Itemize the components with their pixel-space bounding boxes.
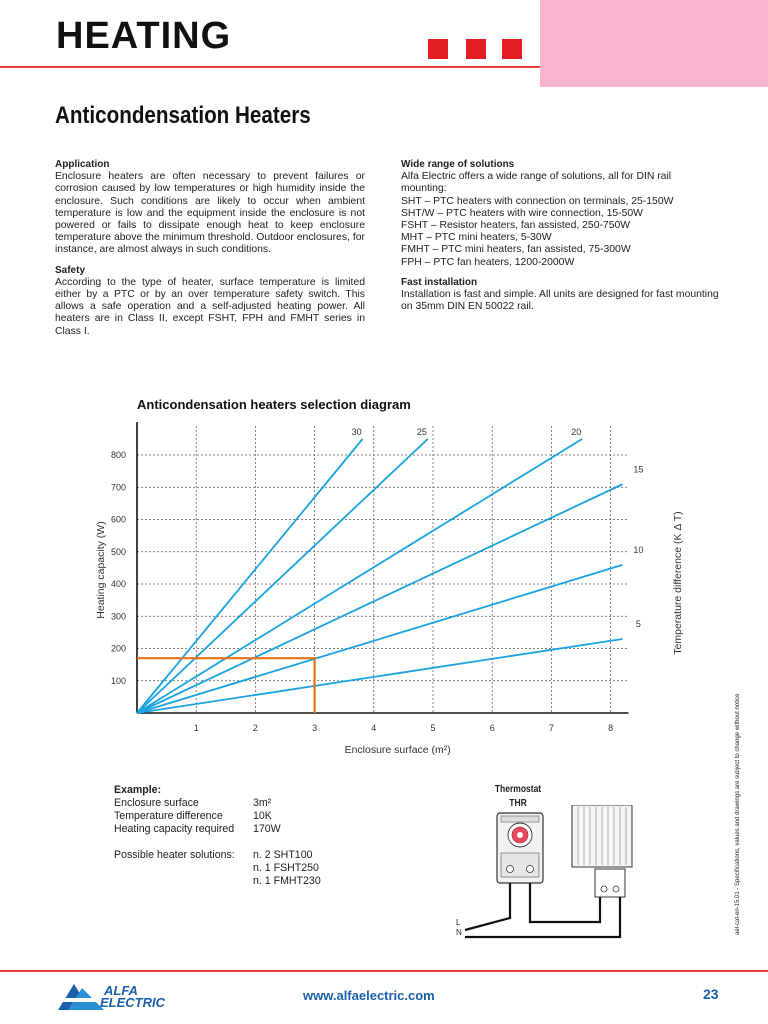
x-axis-label: Enclosure surface (m²) [344, 744, 451, 756]
footer-url-link[interactable]: www.alfaelectric.com [303, 988, 435, 1003]
side-note [735, 693, 745, 935]
y-tick-label: 400 [110, 579, 126, 589]
x-tick-label: 6 [489, 723, 495, 733]
x-tick-label: 5 [430, 723, 436, 733]
series-line-20 [137, 439, 582, 713]
side-note-text: ael-cat-en-15.01 - Specifications, values and drawings are subject to change without notice [735, 693, 741, 935]
series-label: 30 [351, 426, 362, 437]
page-title: Anticondensation Heaters [55, 102, 311, 129]
series-label: 5 [635, 618, 641, 629]
series-label: 15 [633, 464, 644, 475]
solution-item: SHT – PTC heaters with connection on terminals, 25-150W [401, 195, 674, 207]
example-title: Example: [114, 784, 162, 796]
x-tick-label: 4 [371, 723, 377, 733]
series-label: 25 [416, 426, 427, 437]
series-line-10 [137, 565, 622, 713]
y-tick-label: 800 [110, 450, 126, 460]
x-tick-label: 8 [608, 723, 614, 733]
y-axis-label: Heating capacity (W) [95, 521, 107, 619]
chart-title: Anticondensation heaters selection diagram [137, 397, 411, 412]
solutions-heading: Wide range of solutions [401, 159, 515, 170]
series-line-30 [137, 439, 363, 713]
alfa-logo-icon [56, 982, 106, 1012]
series-line-25 [137, 439, 428, 713]
y-tick-label: 300 [110, 611, 126, 622]
solution-item: MHT – PTC mini heaters, 5-30W [401, 232, 552, 244]
series-line-5 [137, 639, 622, 713]
solution-item: FSHT – Resistor heaters, fan assisted, 250-750W [401, 220, 631, 232]
x-tick-label: 1 [193, 723, 199, 733]
example-row-label: Enclosure surface [114, 797, 199, 809]
section-title: HEATING [56, 15, 232, 57]
application-text: Enclosure heaters are often necessary to prevent failures or corrosion caused by low temperatures or high humidity inside the enclosure. Such conditions are likely to occur when ambient temperature is low and the equipment inside the enclosure is not powered or fails to dissipate enough heat to keep enclosure temperature above the minimum threshold. Outdoor enclosures, for instance, are almost always in such conditions. [55, 171, 365, 256]
thermostat-icon [497, 813, 543, 883]
footer-divider [0, 970, 768, 972]
example-row-label: Heating capacity required [114, 823, 235, 835]
page-number: 23 [703, 986, 719, 1002]
example-solution: n. 1 FSHT250 [253, 862, 319, 874]
y2-axis-label: Temperature difference (K Δ T) [672, 511, 684, 655]
application-heading: Application [55, 159, 110, 170]
line-n-label: N [456, 928, 462, 937]
safety-heading: Safety [55, 264, 86, 276]
x-tick-label: 3 [312, 723, 318, 733]
example-solution: n. 1 FMHT230 [253, 875, 321, 887]
example-row-label: Temperature difference [114, 810, 223, 822]
solutions-label: Possible heater solutions: [114, 849, 235, 861]
example-row-value: 10K [253, 810, 272, 822]
series-label: 20 [571, 426, 582, 437]
wiring-diagram [440, 805, 640, 940]
install-heading: Fast installation [401, 276, 478, 288]
logo-text-electric: ELECTRIC [100, 995, 165, 1010]
y-tick-label: 200 [110, 643, 126, 654]
solutions-intro: Alfa Electric offers a wide range of solutions, all for DIN rail mounting: [401, 171, 672, 195]
example-solution: n. 2 SHT100 [253, 849, 313, 861]
heater-icon [572, 805, 632, 897]
example-row-value: 170W [253, 823, 281, 835]
example-row-value: 3m² [253, 797, 272, 809]
install-text: Installation is fast and simple. All units are designed for fast mounting on 35mm DIN EN 50022 rail. [401, 289, 719, 313]
y-tick-label: 100 [110, 675, 126, 686]
series-label: 10 [633, 544, 644, 555]
series-line-15 [137, 484, 622, 713]
x-tick-label: 2 [252, 723, 258, 733]
solution-item: FMHT – PTC mini heaters, fan assisted, 75-300W [401, 244, 631, 256]
y-tick-label: 600 [110, 514, 126, 525]
x-tick-label: 7 [548, 723, 554, 733]
logo-text-alfa: ALFA [104, 983, 138, 998]
y-tick-label: 700 [110, 482, 126, 493]
safety-text: According to the type of heater, surface temperature is limited either by a PTC or by an over temperature safety switch. This allows a safe operation and a self-adjusted heating power. All heaters are in Class II, except FSHT, FPH and FMHT series in Class I. [55, 276, 365, 337]
y-tick-label: 500 [110, 546, 126, 557]
solution-item: FPH – PTC fan heaters, 1200-2000W [401, 256, 575, 268]
solution-item: SHT/W – PTC heaters with wire connection, 15-50W [401, 207, 643, 219]
line-l-label: L [456, 918, 461, 927]
thermostat-model: THR [509, 798, 527, 809]
thermostat-label: Thermostat [494, 784, 542, 795]
